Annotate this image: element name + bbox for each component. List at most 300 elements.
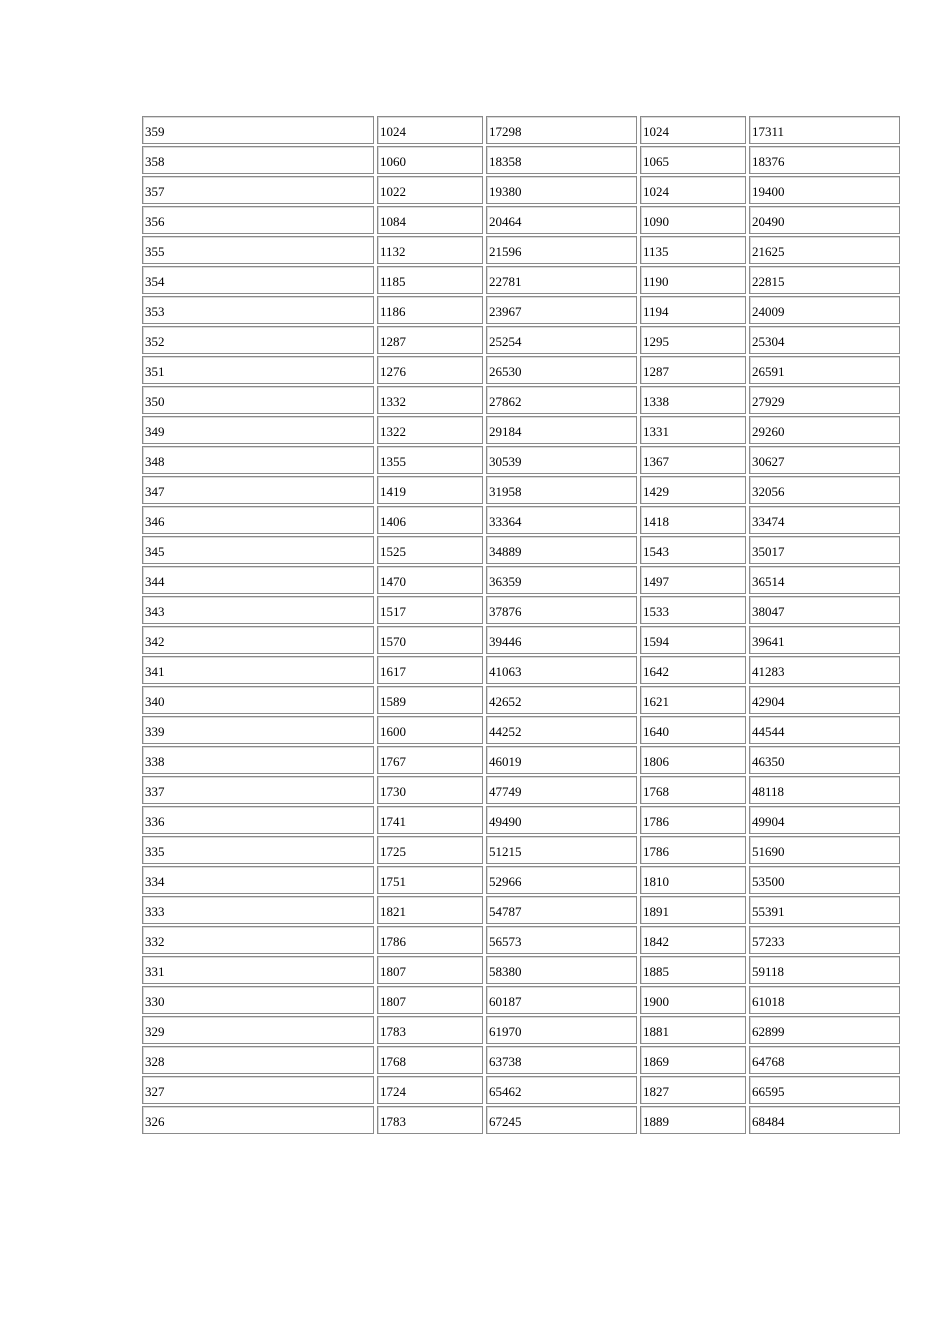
cumulative-cell-b [749, 896, 900, 924]
count-cell-b [640, 266, 746, 294]
cell-text: 1617 [380, 664, 406, 679]
cell-text: 1751 [380, 874, 406, 889]
cell-text: 58380 [489, 964, 522, 979]
cell-text: 1827 [643, 1084, 669, 1099]
cell-text: 351 [145, 364, 165, 379]
cumulative-cell-b [749, 1016, 900, 1044]
table-row [142, 1016, 900, 1044]
cell-text: 1322 [380, 424, 406, 439]
count-cell-a [377, 806, 483, 834]
cell-text: 1084 [380, 214, 406, 229]
cell-text: 44252 [489, 724, 522, 739]
cell-text: 1900 [643, 994, 669, 1009]
count-cell-b [640, 116, 746, 144]
count-cell-a [377, 596, 483, 624]
count-cell-a [377, 1076, 483, 1104]
cell-text: 356 [145, 214, 165, 229]
table-row [142, 896, 900, 924]
count-cell-a [377, 206, 483, 234]
count-cell-a [377, 746, 483, 774]
cell-text: 66595 [752, 1084, 785, 1099]
cell-text: 1367 [643, 454, 669, 469]
cumulative-cell-a [486, 356, 637, 384]
count-cell-b [640, 836, 746, 864]
cell-text: 55391 [752, 904, 785, 919]
cell-text: 22781 [489, 274, 522, 289]
cell-text: 1470 [380, 574, 406, 589]
cumulative-cell-b [749, 236, 900, 264]
cell-text: 49490 [489, 814, 522, 829]
cell-text: 1024 [643, 184, 669, 199]
cell-text: 1869 [643, 1054, 669, 1069]
count-cell-b [640, 476, 746, 504]
cell-text: 338 [145, 754, 165, 769]
cell-text: 1517 [380, 604, 406, 619]
cumulative-cell-a [486, 776, 637, 804]
cell-text: 65462 [489, 1084, 522, 1099]
cell-text: 20490 [752, 214, 785, 229]
cell-text: 33474 [752, 514, 785, 529]
table-row [142, 746, 900, 774]
count-cell-a [377, 446, 483, 474]
cumulative-cell-a [486, 506, 637, 534]
cell-text: 1090 [643, 214, 669, 229]
count-cell-a [377, 986, 483, 1014]
cell-text: 60187 [489, 994, 522, 1009]
cell-text: 1135 [643, 244, 669, 259]
cell-text: 334 [145, 874, 165, 889]
score-cell [142, 806, 374, 834]
cumulative-cell-b [749, 806, 900, 834]
count-cell-b [640, 356, 746, 384]
table-row [142, 656, 900, 684]
cumulative-cell-a [486, 416, 637, 444]
score-cell [142, 536, 374, 564]
cell-text: 25254 [489, 334, 522, 349]
cumulative-cell-b [749, 686, 900, 714]
score-cell [142, 446, 374, 474]
cell-text: 64768 [752, 1054, 785, 1069]
cell-text: 31958 [489, 484, 522, 499]
cumulative-cell-b [749, 656, 900, 684]
cell-text: 53500 [752, 874, 785, 889]
cell-text: 30627 [752, 454, 785, 469]
cumulative-cell-a [486, 236, 637, 264]
count-cell-a [377, 176, 483, 204]
count-cell-b [640, 896, 746, 924]
cell-text: 61018 [752, 994, 785, 1009]
cell-text: 34889 [489, 544, 522, 559]
cell-text: 1418 [643, 514, 669, 529]
count-cell-a [377, 326, 483, 354]
score-cell [142, 686, 374, 714]
cumulative-cell-b [749, 326, 900, 354]
cell-text: 46019 [489, 754, 522, 769]
cell-text: 1060 [380, 154, 406, 169]
cell-text: 1419 [380, 484, 406, 499]
cumulative-cell-a [486, 326, 637, 354]
cell-text: 1589 [380, 694, 406, 709]
cell-text: 1621 [643, 694, 669, 709]
cell-text: 1730 [380, 784, 406, 799]
cell-text: 33364 [489, 514, 522, 529]
cell-text: 41063 [489, 664, 522, 679]
table-row [142, 596, 900, 624]
cell-text: 21596 [489, 244, 522, 259]
score-cell [142, 716, 374, 744]
cell-text: 21625 [752, 244, 785, 259]
cumulative-cell-a [486, 656, 637, 684]
count-cell-a [377, 116, 483, 144]
cell-text: 22815 [752, 274, 785, 289]
cell-text: 46350 [752, 754, 785, 769]
cumulative-cell-b [749, 296, 900, 324]
count-cell-a [377, 386, 483, 414]
cell-text: 27862 [489, 394, 522, 409]
cumulative-cell-b [749, 776, 900, 804]
table-row [142, 236, 900, 264]
count-cell-b [640, 326, 746, 354]
cumulative-cell-a [486, 866, 637, 894]
count-cell-b [640, 1016, 746, 1044]
cumulative-cell-b [749, 1106, 900, 1134]
table-row [142, 176, 900, 204]
score-cell [142, 926, 374, 954]
table-row [142, 506, 900, 534]
cell-text: 1276 [380, 364, 406, 379]
count-cell-b [640, 386, 746, 414]
cumulative-cell-a [486, 266, 637, 294]
cell-text: 1891 [643, 904, 669, 919]
count-cell-a [377, 566, 483, 594]
cell-text: 357 [145, 184, 165, 199]
cell-text: 61970 [489, 1024, 522, 1039]
count-cell-b [640, 656, 746, 684]
cell-text: 38047 [752, 604, 785, 619]
score-cell [142, 1106, 374, 1134]
score-cell [142, 986, 374, 1014]
count-cell-b [640, 776, 746, 804]
cumulative-cell-a [486, 1076, 637, 1104]
cumulative-cell-b [749, 596, 900, 624]
table-row [142, 986, 900, 1014]
count-cell-b [640, 956, 746, 984]
count-cell-b [640, 1046, 746, 1074]
cell-text: 1194 [643, 304, 669, 319]
count-cell-b [640, 506, 746, 534]
cell-text: 1497 [643, 574, 669, 589]
cumulative-cell-b [749, 416, 900, 444]
cell-text: 345 [145, 544, 165, 559]
cell-text: 1190 [643, 274, 669, 289]
cell-text: 329 [145, 1024, 165, 1039]
cell-text: 56573 [489, 934, 522, 949]
cell-text: 1331 [643, 424, 669, 439]
cell-text: 51215 [489, 844, 522, 859]
cumulative-cell-b [749, 506, 900, 534]
cumulative-cell-b [749, 626, 900, 654]
cumulative-cell-b [749, 866, 900, 894]
count-cell-a [377, 1106, 483, 1134]
count-cell-a [377, 1046, 483, 1074]
cumulative-cell-b [749, 176, 900, 204]
cell-text: 1806 [643, 754, 669, 769]
cumulative-cell-a [486, 1016, 637, 1044]
cell-text: 358 [145, 154, 165, 169]
table-row [142, 806, 900, 834]
table-row [142, 776, 900, 804]
count-cell-b [640, 716, 746, 744]
cell-text: 1287 [380, 334, 406, 349]
cumulative-cell-b [749, 716, 900, 744]
count-cell-a [377, 956, 483, 984]
cell-text: 49904 [752, 814, 785, 829]
score-cell [142, 386, 374, 414]
score-cell [142, 746, 374, 774]
score-cell [142, 296, 374, 324]
table-row [142, 446, 900, 474]
count-cell-a [377, 1016, 483, 1044]
cell-text: 359 [145, 124, 165, 139]
cumulative-cell-b [749, 536, 900, 564]
score-cell [142, 836, 374, 864]
cumulative-cell-a [486, 806, 637, 834]
score-cell [142, 566, 374, 594]
cell-text: 47749 [489, 784, 522, 799]
cumulative-cell-a [486, 536, 637, 564]
cell-text: 1768 [380, 1054, 406, 1069]
cell-text: 344 [145, 574, 165, 589]
table-row [142, 626, 900, 654]
count-cell-a [377, 356, 483, 384]
score-cell [142, 236, 374, 264]
cell-text: 330 [145, 994, 165, 1009]
count-cell-b [640, 416, 746, 444]
cumulative-cell-b [749, 1076, 900, 1104]
count-cell-a [377, 626, 483, 654]
table-row [142, 416, 900, 444]
cell-text: 67245 [489, 1114, 522, 1129]
count-cell-a [377, 776, 483, 804]
cell-text: 1889 [643, 1114, 669, 1129]
cell-text: 42904 [752, 694, 785, 709]
count-cell-b [640, 986, 746, 1014]
cumulative-cell-b [749, 566, 900, 594]
cumulative-cell-b [749, 836, 900, 864]
cell-text: 1533 [643, 604, 669, 619]
score-cell [142, 326, 374, 354]
score-cell [142, 416, 374, 444]
count-cell-b [640, 1076, 746, 1104]
count-cell-a [377, 716, 483, 744]
cell-text: 1783 [380, 1114, 406, 1129]
cell-text: 1783 [380, 1024, 406, 1039]
cell-text: 1185 [380, 274, 406, 289]
count-cell-b [640, 206, 746, 234]
cell-text: 1786 [643, 814, 669, 829]
cell-text: 1024 [643, 124, 669, 139]
cell-text: 41283 [752, 664, 785, 679]
cumulative-cell-b [749, 926, 900, 954]
cumulative-cell-b [749, 986, 900, 1014]
count-cell-b [640, 176, 746, 204]
cell-text: 17311 [752, 124, 785, 139]
cell-text: 17298 [489, 124, 522, 139]
cumulative-cell-a [486, 206, 637, 234]
cell-text: 36514 [752, 574, 785, 589]
cumulative-cell-a [486, 146, 637, 174]
cell-text: 335 [145, 844, 165, 859]
table-row [142, 116, 900, 144]
cell-text: 29184 [489, 424, 522, 439]
table-row [142, 866, 900, 894]
cumulative-cell-a [486, 386, 637, 414]
cell-text: 333 [145, 904, 165, 919]
cell-text: 327 [145, 1084, 165, 1099]
cell-text: 1406 [380, 514, 406, 529]
cell-text: 1429 [643, 484, 669, 499]
count-cell-b [640, 446, 746, 474]
cell-text: 1543 [643, 544, 669, 559]
table-row [142, 566, 900, 594]
cumulative-cell-b [749, 1046, 900, 1074]
cumulative-cell-a [486, 746, 637, 774]
cell-text: 328 [145, 1054, 165, 1069]
score-distribution-table [139, 114, 903, 1136]
count-cell-a [377, 416, 483, 444]
count-cell-a [377, 836, 483, 864]
score-cell [142, 506, 374, 534]
cell-text: 1768 [643, 784, 669, 799]
cell-text: 54787 [489, 904, 522, 919]
cell-text: 332 [145, 934, 165, 949]
score-cell [142, 146, 374, 174]
table-row [142, 536, 900, 564]
cell-text: 19380 [489, 184, 522, 199]
table-row [142, 1106, 900, 1134]
count-cell-b [640, 866, 746, 894]
cumulative-cell-b [749, 446, 900, 474]
table-row [142, 266, 900, 294]
cumulative-cell-b [749, 266, 900, 294]
cell-text: 347 [145, 484, 165, 499]
cell-text: 26591 [752, 364, 785, 379]
cell-text: 26530 [489, 364, 522, 379]
cell-text: 1332 [380, 394, 406, 409]
count-cell-b [640, 926, 746, 954]
cell-text: 336 [145, 814, 165, 829]
cell-text: 1725 [380, 844, 406, 859]
cell-text: 1065 [643, 154, 669, 169]
score-cell [142, 476, 374, 504]
count-cell-a [377, 656, 483, 684]
count-cell-a [377, 536, 483, 564]
cell-text: 1132 [380, 244, 406, 259]
table-row [142, 386, 900, 414]
cell-text: 355 [145, 244, 165, 259]
cell-text: 1642 [643, 664, 669, 679]
cell-text: 29260 [752, 424, 785, 439]
cell-text: 1024 [380, 124, 406, 139]
table-row [142, 296, 900, 324]
cumulative-cell-a [486, 446, 637, 474]
count-cell-a [377, 926, 483, 954]
cell-text: 25304 [752, 334, 785, 349]
score-cell [142, 1016, 374, 1044]
cell-text: 39641 [752, 634, 785, 649]
cell-text: 19400 [752, 184, 785, 199]
cell-text: 339 [145, 724, 165, 739]
table-row [142, 356, 900, 384]
cell-text: 340 [145, 694, 165, 709]
cell-text: 352 [145, 334, 165, 349]
cell-text: 346 [145, 514, 165, 529]
table-row [142, 1076, 900, 1104]
count-cell-a [377, 266, 483, 294]
cumulative-cell-a [486, 476, 637, 504]
cell-text: 1767 [380, 754, 406, 769]
cell-text: 1881 [643, 1024, 669, 1039]
table-row [142, 836, 900, 864]
cumulative-cell-a [486, 296, 637, 324]
count-cell-a [377, 296, 483, 324]
cell-text: 51690 [752, 844, 785, 859]
cumulative-cell-a [486, 1106, 637, 1134]
cell-text: 39446 [489, 634, 522, 649]
count-cell-b [640, 146, 746, 174]
cell-text: 337 [145, 784, 165, 799]
cumulative-cell-b [749, 386, 900, 414]
cell-text: 36359 [489, 574, 522, 589]
cell-text: 1600 [380, 724, 406, 739]
score-cell [142, 1076, 374, 1104]
score-cell [142, 206, 374, 234]
cell-text: 1807 [380, 964, 406, 979]
cell-text: 1741 [380, 814, 406, 829]
cell-text: 63738 [489, 1054, 522, 1069]
score-cell [142, 866, 374, 894]
cumulative-cell-a [486, 116, 637, 144]
cell-text: 343 [145, 604, 165, 619]
cell-text: 59118 [752, 964, 785, 979]
cumulative-cell-b [749, 746, 900, 774]
table-row [142, 326, 900, 354]
cumulative-cell-a [486, 716, 637, 744]
count-cell-a [377, 686, 483, 714]
table-row [142, 206, 900, 234]
count-cell-b [640, 686, 746, 714]
cell-text: 1186 [380, 304, 406, 319]
count-cell-b [640, 746, 746, 774]
cell-text: 20464 [489, 214, 522, 229]
cell-text: 354 [145, 274, 165, 289]
cell-text: 37876 [489, 604, 522, 619]
score-cell [142, 956, 374, 984]
score-cell [142, 896, 374, 924]
cell-text: 326 [145, 1114, 165, 1129]
cell-text: 27929 [752, 394, 785, 409]
cell-text: 1842 [643, 934, 669, 949]
cell-text: 342 [145, 634, 165, 649]
cell-text: 1338 [643, 394, 669, 409]
count-cell-b [640, 566, 746, 594]
cell-text: 1786 [380, 934, 406, 949]
count-cell-a [377, 476, 483, 504]
cumulative-cell-b [749, 116, 900, 144]
cumulative-cell-a [486, 176, 637, 204]
cell-text: 30539 [489, 454, 522, 469]
cell-text: 52966 [489, 874, 522, 889]
